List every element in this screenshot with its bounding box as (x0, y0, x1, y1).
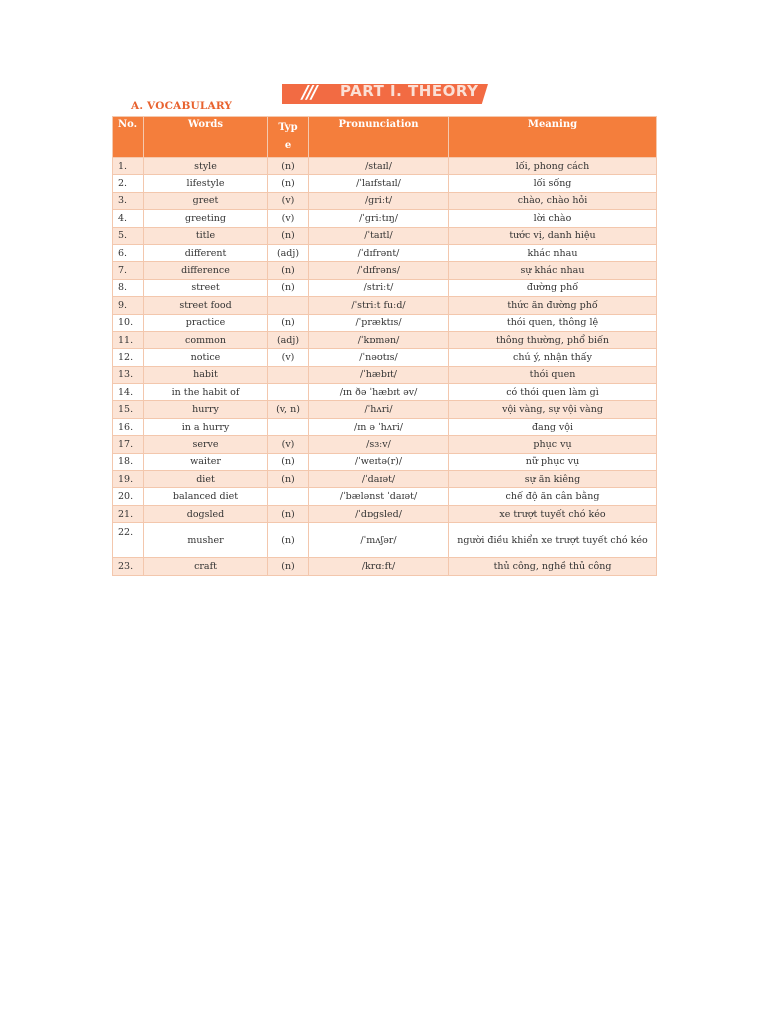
cell-pronunciation: /ˈkɒmən/ (309, 331, 449, 348)
cell-pronunciation: /ˈlaɪfstaɪl/ (309, 175, 449, 192)
cell-word: practice (144, 314, 268, 331)
cell-type: (adj) (268, 331, 309, 348)
banner-slashes: /// (302, 82, 316, 103)
cell-meaning: nữ phục vụ (449, 453, 657, 470)
cell-pronunciation: /krɑːft/ (309, 558, 449, 575)
cell-type: (n) (268, 314, 309, 331)
cell-pronunciation: /ɪn ðə ˈhæbɪt əv/ (309, 384, 449, 401)
cell-word: craft (144, 558, 268, 575)
cell-pronunciation: /ˈtaɪtl/ (309, 227, 449, 244)
column-header-pronunciation: Pronunciation (309, 117, 449, 158)
table-row (113, 453, 657, 470)
cell-type (268, 488, 309, 505)
cell-word: greet (144, 192, 268, 209)
table-row (113, 192, 657, 209)
table-row (113, 384, 657, 401)
cell-word: dogsled (144, 505, 268, 522)
column-header-no: No. (113, 117, 144, 158)
cell-type (268, 297, 309, 314)
table-row (113, 436, 657, 453)
table-row (113, 262, 657, 279)
table-header-row (113, 117, 657, 158)
cell-type: (n) (268, 279, 309, 296)
cell-number: 7. (113, 262, 144, 279)
cell-number: 20. (113, 488, 144, 505)
table-row (113, 331, 657, 348)
table-row (113, 297, 657, 314)
table-row (113, 558, 657, 575)
cell-word: in a hurry (144, 418, 268, 435)
cell-meaning: đang vội (449, 418, 657, 435)
cell-meaning: chế độ ăn cân bằng (449, 488, 657, 505)
cell-meaning: chú ý, nhận thấy (449, 349, 657, 366)
cell-pronunciation: /staɪl/ (309, 158, 449, 175)
cell-number: 4. (113, 210, 144, 227)
cell-number: 17. (113, 436, 144, 453)
cell-number: 18. (113, 453, 144, 470)
cell-word: diet (144, 471, 268, 488)
cell-number: 3. (113, 192, 144, 209)
cell-meaning: thói quen, thông lệ (449, 314, 657, 331)
table-row (113, 401, 657, 418)
cell-pronunciation: /ˈmʌʃər/ (309, 523, 449, 558)
table-row (113, 210, 657, 227)
cell-word: habit (144, 366, 268, 383)
cell-pronunciation: /sɜːv/ (309, 436, 449, 453)
cell-word: notice (144, 349, 268, 366)
cell-number: 9. (113, 297, 144, 314)
cell-word: waiter (144, 453, 268, 470)
cell-meaning: phục vụ (449, 436, 657, 453)
cell-number: 19. (113, 471, 144, 488)
cell-type: (n) (268, 558, 309, 575)
cell-pronunciation: /ˈstriːt fuːd/ (309, 297, 449, 314)
cell-type: (v) (268, 192, 309, 209)
cell-pronunciation: /ˈhæbɪt/ (309, 366, 449, 383)
cell-pronunciation: /ˈɡriːtɪŋ/ (309, 210, 449, 227)
cell-pronunciation: /ɡriːt/ (309, 192, 449, 209)
cell-word: lifestyle (144, 175, 268, 192)
cell-type: (n) (268, 262, 309, 279)
cell-type: (n) (268, 175, 309, 192)
table-row (113, 158, 657, 175)
table-row (113, 471, 657, 488)
cell-word: musher (144, 523, 268, 558)
cell-meaning: sự ăn kiêng (449, 471, 657, 488)
table-row (113, 175, 657, 192)
cell-word: title (144, 227, 268, 244)
cell-pronunciation: /striːt/ (309, 279, 449, 296)
cell-number: 23. (113, 558, 144, 575)
cell-pronunciation: /ˈbælənst ˈdaɪət/ (309, 488, 449, 505)
cell-pronunciation: /ˈpræktɪs/ (309, 314, 449, 331)
cell-word: different (144, 244, 268, 261)
cell-type: (n) (268, 453, 309, 470)
cell-meaning: tước vị, danh hiệu (449, 227, 657, 244)
section-title: A. VOCABULARY (131, 100, 233, 112)
cell-number: 16. (113, 418, 144, 435)
cell-word: street food (144, 297, 268, 314)
cell-pronunciation: /ˈdɒɡsled/ (309, 505, 449, 522)
cell-word: common (144, 331, 268, 348)
cell-number: 15. (113, 401, 144, 418)
cell-meaning: vội vàng, sự vội vàng (449, 401, 657, 418)
cell-meaning: sự khác nhau (449, 262, 657, 279)
cell-word: hurry (144, 401, 268, 418)
cell-meaning: xe trượt tuyết chó kéo (449, 505, 657, 522)
cell-word: serve (144, 436, 268, 453)
cell-type: (n) (268, 471, 309, 488)
table-row (113, 505, 657, 522)
table-body (113, 158, 657, 576)
table-row (113, 227, 657, 244)
cell-number: 22. (113, 523, 144, 558)
cell-meaning: thức ăn đường phố (449, 297, 657, 314)
cell-meaning: thủ công, nghề thủ công (449, 558, 657, 575)
cell-type: (v, n) (268, 401, 309, 418)
table-row (113, 349, 657, 366)
column-header-words: Words (144, 117, 268, 158)
cell-pronunciation: /ˈdaɪət/ (309, 471, 449, 488)
cell-type: (n) (268, 158, 309, 175)
cell-meaning: lời chào (449, 210, 657, 227)
cell-meaning: thông thường, phổ biến (449, 331, 657, 348)
table-row (113, 314, 657, 331)
cell-meaning: chào, chào hỏi (449, 192, 657, 209)
cell-type: (n) (268, 227, 309, 244)
cell-meaning: có thói quen làm gì (449, 384, 657, 401)
cell-type (268, 366, 309, 383)
cell-meaning: người điều khiển xe trượt tuyết chó kéo (449, 523, 657, 558)
cell-pronunciation: /ˈweɪtə(r)/ (309, 453, 449, 470)
cell-type: (n) (268, 505, 309, 522)
cell-number: 1. (113, 158, 144, 175)
table-row (113, 418, 657, 435)
cell-number: 11. (113, 331, 144, 348)
table-row (113, 244, 657, 261)
cell-number: 8. (113, 279, 144, 296)
vocabulary-table (112, 116, 657, 576)
cell-type: (v) (268, 349, 309, 366)
table-row (113, 366, 657, 383)
cell-type: (adj) (268, 244, 309, 261)
cell-word: greeting (144, 210, 268, 227)
cell-pronunciation: /ˈdɪfrəns/ (309, 262, 449, 279)
page-title: PART I. THEORY (340, 82, 479, 100)
cell-pronunciation: /ɪn ə ˈhʌri/ (309, 418, 449, 435)
cell-meaning: lối, phong cách (449, 158, 657, 175)
cell-type (268, 384, 309, 401)
cell-pronunciation: /ˈhʌri/ (309, 401, 449, 418)
cell-meaning: khác nhau (449, 244, 657, 261)
cell-type: (v) (268, 210, 309, 227)
cell-word: style (144, 158, 268, 175)
cell-type: (n) (268, 523, 309, 558)
cell-word: street (144, 279, 268, 296)
column-header-type: Typ e (268, 117, 309, 158)
cell-number: 2. (113, 175, 144, 192)
cell-word: difference (144, 262, 268, 279)
cell-pronunciation: /ˈnəʊtɪs/ (309, 349, 449, 366)
table-row (113, 523, 657, 558)
cell-number: 21. (113, 505, 144, 522)
cell-meaning: lối sống (449, 175, 657, 192)
cell-meaning: thói quen (449, 366, 657, 383)
cell-word: balanced diet (144, 488, 268, 505)
cell-number: 5. (113, 227, 144, 244)
table-row (113, 488, 657, 505)
cell-number: 12. (113, 349, 144, 366)
cell-number: 14. (113, 384, 144, 401)
cell-meaning: đường phố (449, 279, 657, 296)
column-header-meaning: Meaning (449, 117, 657, 158)
cell-type (268, 418, 309, 435)
cell-number: 13. (113, 366, 144, 383)
cell-word: in the habit of (144, 384, 268, 401)
cell-pronunciation: /ˈdɪfrənt/ (309, 244, 449, 261)
cell-number: 10. (113, 314, 144, 331)
cell-type: (v) (268, 436, 309, 453)
cell-number: 6. (113, 244, 144, 261)
table-row (113, 279, 657, 296)
